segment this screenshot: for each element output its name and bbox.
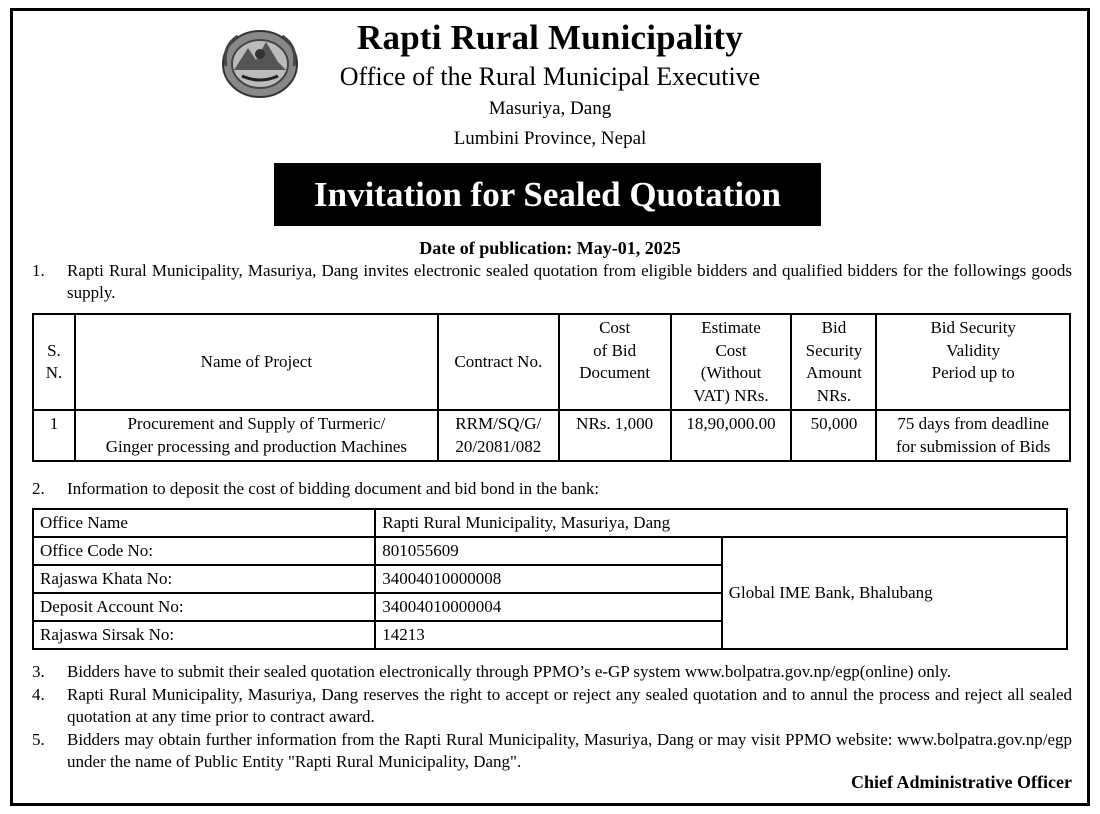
header-sn bbox=[33, 314, 75, 410]
clause-number: 4. bbox=[32, 685, 45, 704]
cell-contract-no: RRM/SQ/G/ 20/2081/082 bbox=[438, 410, 559, 461]
rajaswa-sirsak-label: Rajaswa Sirsak No: bbox=[33, 621, 375, 649]
clause-text: Bidders may obtain further information from the Rapti Rural Municipality, Masuriya, Dang or may visit PPMO website: www.bolpatra.gov.np/egp under the name of Public Entity "Rapti Rural Municipality, Dang". bbox=[67, 730, 1072, 771]
cell-bid-security-amount: 50,000 bbox=[791, 410, 876, 461]
clause-number: 5. bbox=[32, 730, 45, 749]
clause-2 bbox=[32, 478, 1072, 500]
office-name-label: Office Name bbox=[33, 509, 375, 537]
header-bid-security-validity bbox=[876, 314, 1070, 410]
clause-5 bbox=[32, 729, 1072, 773]
table-row bbox=[33, 410, 1070, 461]
deposit-account-label: Deposit Account No: bbox=[33, 593, 375, 621]
office-code-label: Office Code No: bbox=[33, 537, 375, 565]
cell-bid-security-validity: 75 days from deadline for submission of Bids bbox=[876, 410, 1070, 461]
publication-date: Date of publication: May-01, 2025 bbox=[419, 238, 681, 258]
rajaswa-sirsak-value: 14213 bbox=[375, 621, 721, 649]
header-text: Contract No. bbox=[454, 351, 543, 371]
rajaswa-khata-value: 34004010000008 bbox=[375, 565, 721, 593]
cell-cost-of-bid-document: NRs. 1,000 bbox=[559, 410, 671, 461]
rajaswa-khata-label: Rajaswa Khata No: bbox=[33, 565, 375, 593]
clause-text: Rapti Rural Municipality, Masuriya, Dang invites electronic sealed quotation from eligible bidders and qualified bidders for the followings goods supply. bbox=[67, 261, 1072, 302]
bank-name: Global IME Bank, Bhalubang bbox=[722, 537, 1067, 649]
notice-banner: Invitation for Sealed Quotation bbox=[274, 163, 821, 226]
municipality-title: Rapti Rural Municipality bbox=[357, 18, 743, 57]
cell-project-name: Procurement and Supply of Turmeric/ Ginger processing and production Machines bbox=[75, 410, 438, 461]
clause-text: Information to deposit the cost of bidding document and bid bond in the bank: bbox=[67, 479, 600, 498]
table-header-row bbox=[33, 314, 1070, 410]
table-row bbox=[33, 509, 1067, 537]
header-project-name bbox=[75, 314, 438, 410]
clause-1 bbox=[32, 260, 1072, 304]
project-table bbox=[32, 313, 1071, 462]
header-bid-security-amount bbox=[791, 314, 876, 410]
clause-number: 1. bbox=[32, 261, 45, 280]
clause-text: Rapti Rural Municipality, Masuriya, Dang reserves the right to accept or reject any sealed quotation and to annul the process and reject all sealed quotation at any time prior to contract award. bbox=[67, 685, 1072, 726]
header-text: Cost of Bid Document bbox=[579, 318, 651, 382]
header-cost-of-bid-document bbox=[559, 314, 671, 410]
header-text: Estimate Cost (Without VAT) NRs. bbox=[693, 318, 769, 405]
office-name-value: Rapti Rural Municipality, Masuriya, Dang bbox=[375, 509, 1067, 537]
clause-text: Bidders have to submit their sealed quotation electronically through PPMO’s e-GP system www.bolpatra.gov.np/egp(online) only. bbox=[67, 662, 952, 681]
location: Masuriya, Dang bbox=[488, 98, 612, 119]
cell-sn: 1 bbox=[33, 410, 75, 461]
bank-details-table bbox=[32, 508, 1068, 650]
clause-number: 3. bbox=[32, 662, 45, 681]
cell-estimate-cost: 18,90,000.00 bbox=[671, 410, 792, 461]
header-contract-no bbox=[438, 314, 559, 410]
header-text: Bid Security Amount NRs. bbox=[805, 318, 863, 405]
province: Lumbini Province, Nepal bbox=[453, 128, 647, 149]
clause-4 bbox=[32, 684, 1072, 728]
signature: Chief Administrative Officer bbox=[851, 772, 1072, 792]
office-code-value: 801055609 bbox=[375, 537, 721, 565]
header-text: Bid Security Validity Period up to bbox=[930, 318, 1016, 382]
deposit-account-value: 34004010000004 bbox=[375, 593, 721, 621]
table-row bbox=[33, 537, 1067, 565]
clause-number: 2. bbox=[32, 479, 45, 498]
header-text: S. N. bbox=[45, 340, 63, 382]
office-name: Office of the Rural Municipal Executive bbox=[339, 62, 761, 91]
clause-3 bbox=[32, 661, 1072, 683]
header-estimate-cost bbox=[671, 314, 792, 410]
header-text: Name of Project bbox=[200, 351, 313, 371]
